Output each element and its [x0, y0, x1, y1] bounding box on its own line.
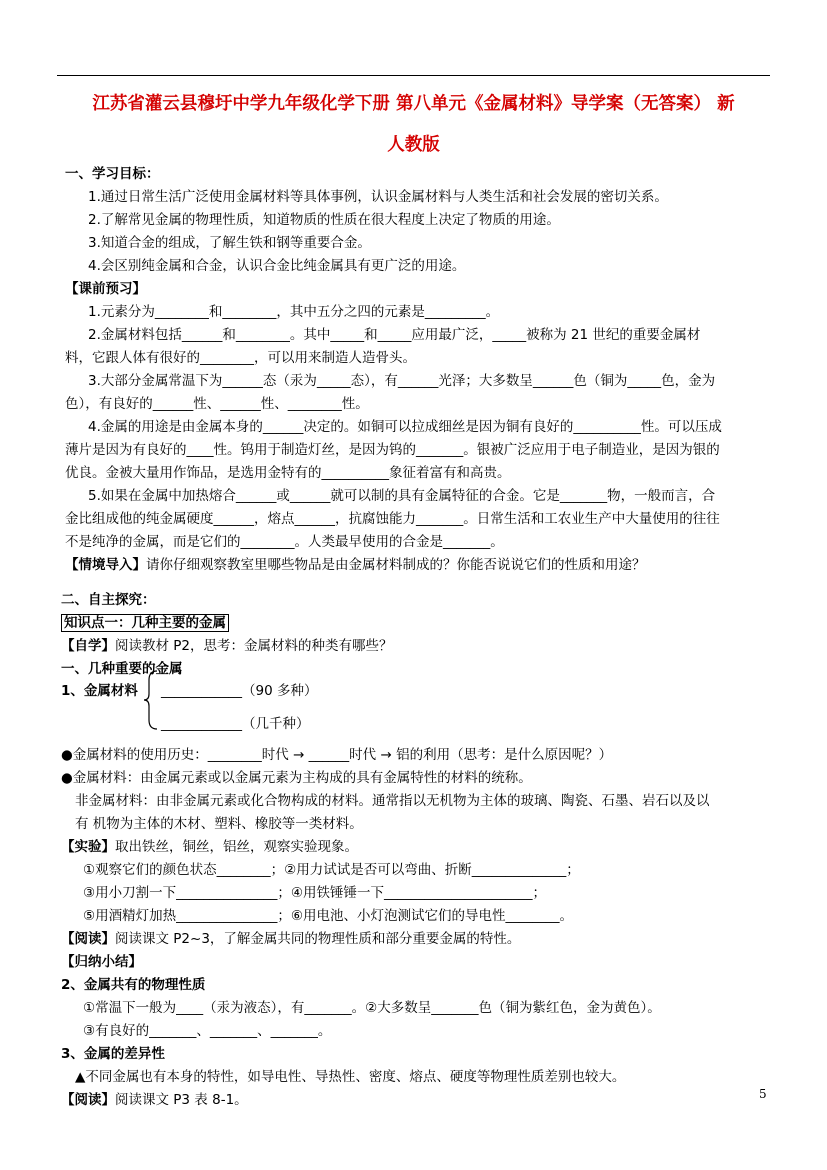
text-line: 【阅读】阅读课文 P3 表 8-1。: [61, 1092, 248, 1108]
text-line: 5.如果在金属中加热熔合______或______就可以制的具有金属特征的合金。它是_______物，一般而言，合: [88, 488, 716, 504]
text-line: 知识点一：几种主要的金属: [61, 613, 229, 633]
text-line: 有 机物为主体的木材、塑料、橡胶等一类材料。: [75, 816, 363, 832]
text-line: 3.大部分金属常温下为______态（汞为_____态），有______光泽；大多数呈______色（铜为_____色，金为: [88, 373, 716, 389]
text-line: 【实验】取出铁丝，铜丝，铝丝，观察实验现象。: [61, 839, 358, 855]
text-line: ⑤用酒精灯加热_______________；⑥用电池、小灯泡测试它们的导电性________。: [83, 908, 573, 924]
text-line: 【阅读】阅读课文 P2~3，了解金属共同的物理性质和部分重要金属的特性。: [61, 931, 521, 947]
text-line: 3.知道合金的组成，了解生铁和钢等重要合金。: [88, 235, 371, 251]
text-line: 一、几种重要的金属: [61, 661, 183, 677]
text-line: ①观察它们的颜色状态________；②用力试试是否可以弯曲、折断______________；: [83, 862, 580, 878]
text-line: 2.了解常见金属的物理性质，知道物质的性质在很大程度上决定了物质的用途。: [88, 212, 560, 228]
text-line: ③有良好的_______、_______、_______。: [83, 1023, 332, 1039]
text-line: 4.金属的用途是由金属本身的______决定的。如铜可以拉成细丝是因为铜有良好的__________性。可以压成: [88, 419, 722, 435]
text-line: 二、自主探究：: [61, 592, 156, 608]
text-line: 2、金属共有的物理性质: [61, 977, 206, 993]
text-line: 薄片是因为有良好的____性。钨用于制造灯丝，是因为钨的_______。银被广泛应用于电子制造业，是因为银的: [65, 442, 720, 458]
text-line: ____________（几千种）: [161, 716, 310, 732]
brace-icon: [143, 670, 159, 730]
text-line: ●金属材料：由金属元素或以金属元素为主构成的具有金属特性的材料的统称。: [61, 770, 532, 786]
text-line: ●金属材料的使用历史：________时代 → ______时代 → 铝的利用（思考：是什么原因呢？）: [61, 747, 613, 763]
text-line: 料，它跟人体有很好的________，可以用来制造人造骨头。: [65, 350, 416, 366]
text-line: 【课前预习】: [65, 281, 146, 297]
document-title-line-1: 江苏省灌云县穆圩中学九年级化学下册 第八单元《金属材料》导学案（无答案） 新: [92, 94, 735, 114]
text-line: 1、金属材料: [61, 683, 138, 699]
text-line: 优良。金被大量用作饰品，是选用金特有的__________象征着富有和高贵。: [65, 465, 511, 481]
page-number: 5: [759, 1087, 767, 1101]
text-line: 色），有良好的______性、______性、________性。: [65, 396, 369, 412]
text-line: 1.通过日常生活广泛使用金属材料等具体事例，认识金属材料与人类生活和社会发展的密切关系。: [88, 189, 668, 205]
text-line: 不是纯净的金属，而是它们的________。人类最早使用的合金是_______。: [65, 534, 504, 550]
text-line: ③用小刀割一下_______________；④用铁锤锤一下______________________；: [83, 885, 546, 901]
text-line: 金比组成他的纯金属硬度______，熔点______，抗腐蚀能力_______。日常生活和工农业生产中大量使用的往往: [65, 511, 720, 527]
text-line: 【情境导入】请你仔细观察教室里哪些物品是由金属材料制成的？你能否说说它们的性质和用途？: [65, 557, 646, 573]
text-line: 3、金属的差异性: [61, 1046, 165, 1062]
text-line: 【归纳小结】: [61, 954, 142, 970]
text-line: 一、学习目标：: [65, 166, 160, 182]
text-line: ▲不同金属也有本身的特性，如导电性、导热性、密度、熔点、硬度等物理性质差别也较大。: [75, 1069, 626, 1085]
top-rule: [57, 75, 770, 76]
text-line: 【自学】阅读教材 P2，思考：金属材料的种类有哪些？: [61, 638, 393, 654]
text-line: 1.元素分为________和________，其中五分之四的元素是_________。: [88, 304, 500, 320]
document-title-line-2: 人教版: [387, 135, 440, 155]
text-line: 2.金属材料包括______和________。其中_____和_____应用最广泛，_____被称为 21 世纪的重要金属材: [88, 327, 701, 343]
text-line: 非金属材料：由非金属元素或化合物构成的材料。通常指以无机物为主体的玻璃、陶瓷、石墨、岩石以及以: [75, 793, 710, 809]
text-line: ____________（90 多种）: [161, 683, 318, 699]
text-line: ①常温下一般为____（汞为液态），有_______。②大多数呈_______色（铜为紫红色，金为黄色）。: [83, 1000, 661, 1016]
text-line: 4.会区别纯金属和合金，认识合金比纯金属具有更广泛的用途。: [88, 258, 466, 274]
